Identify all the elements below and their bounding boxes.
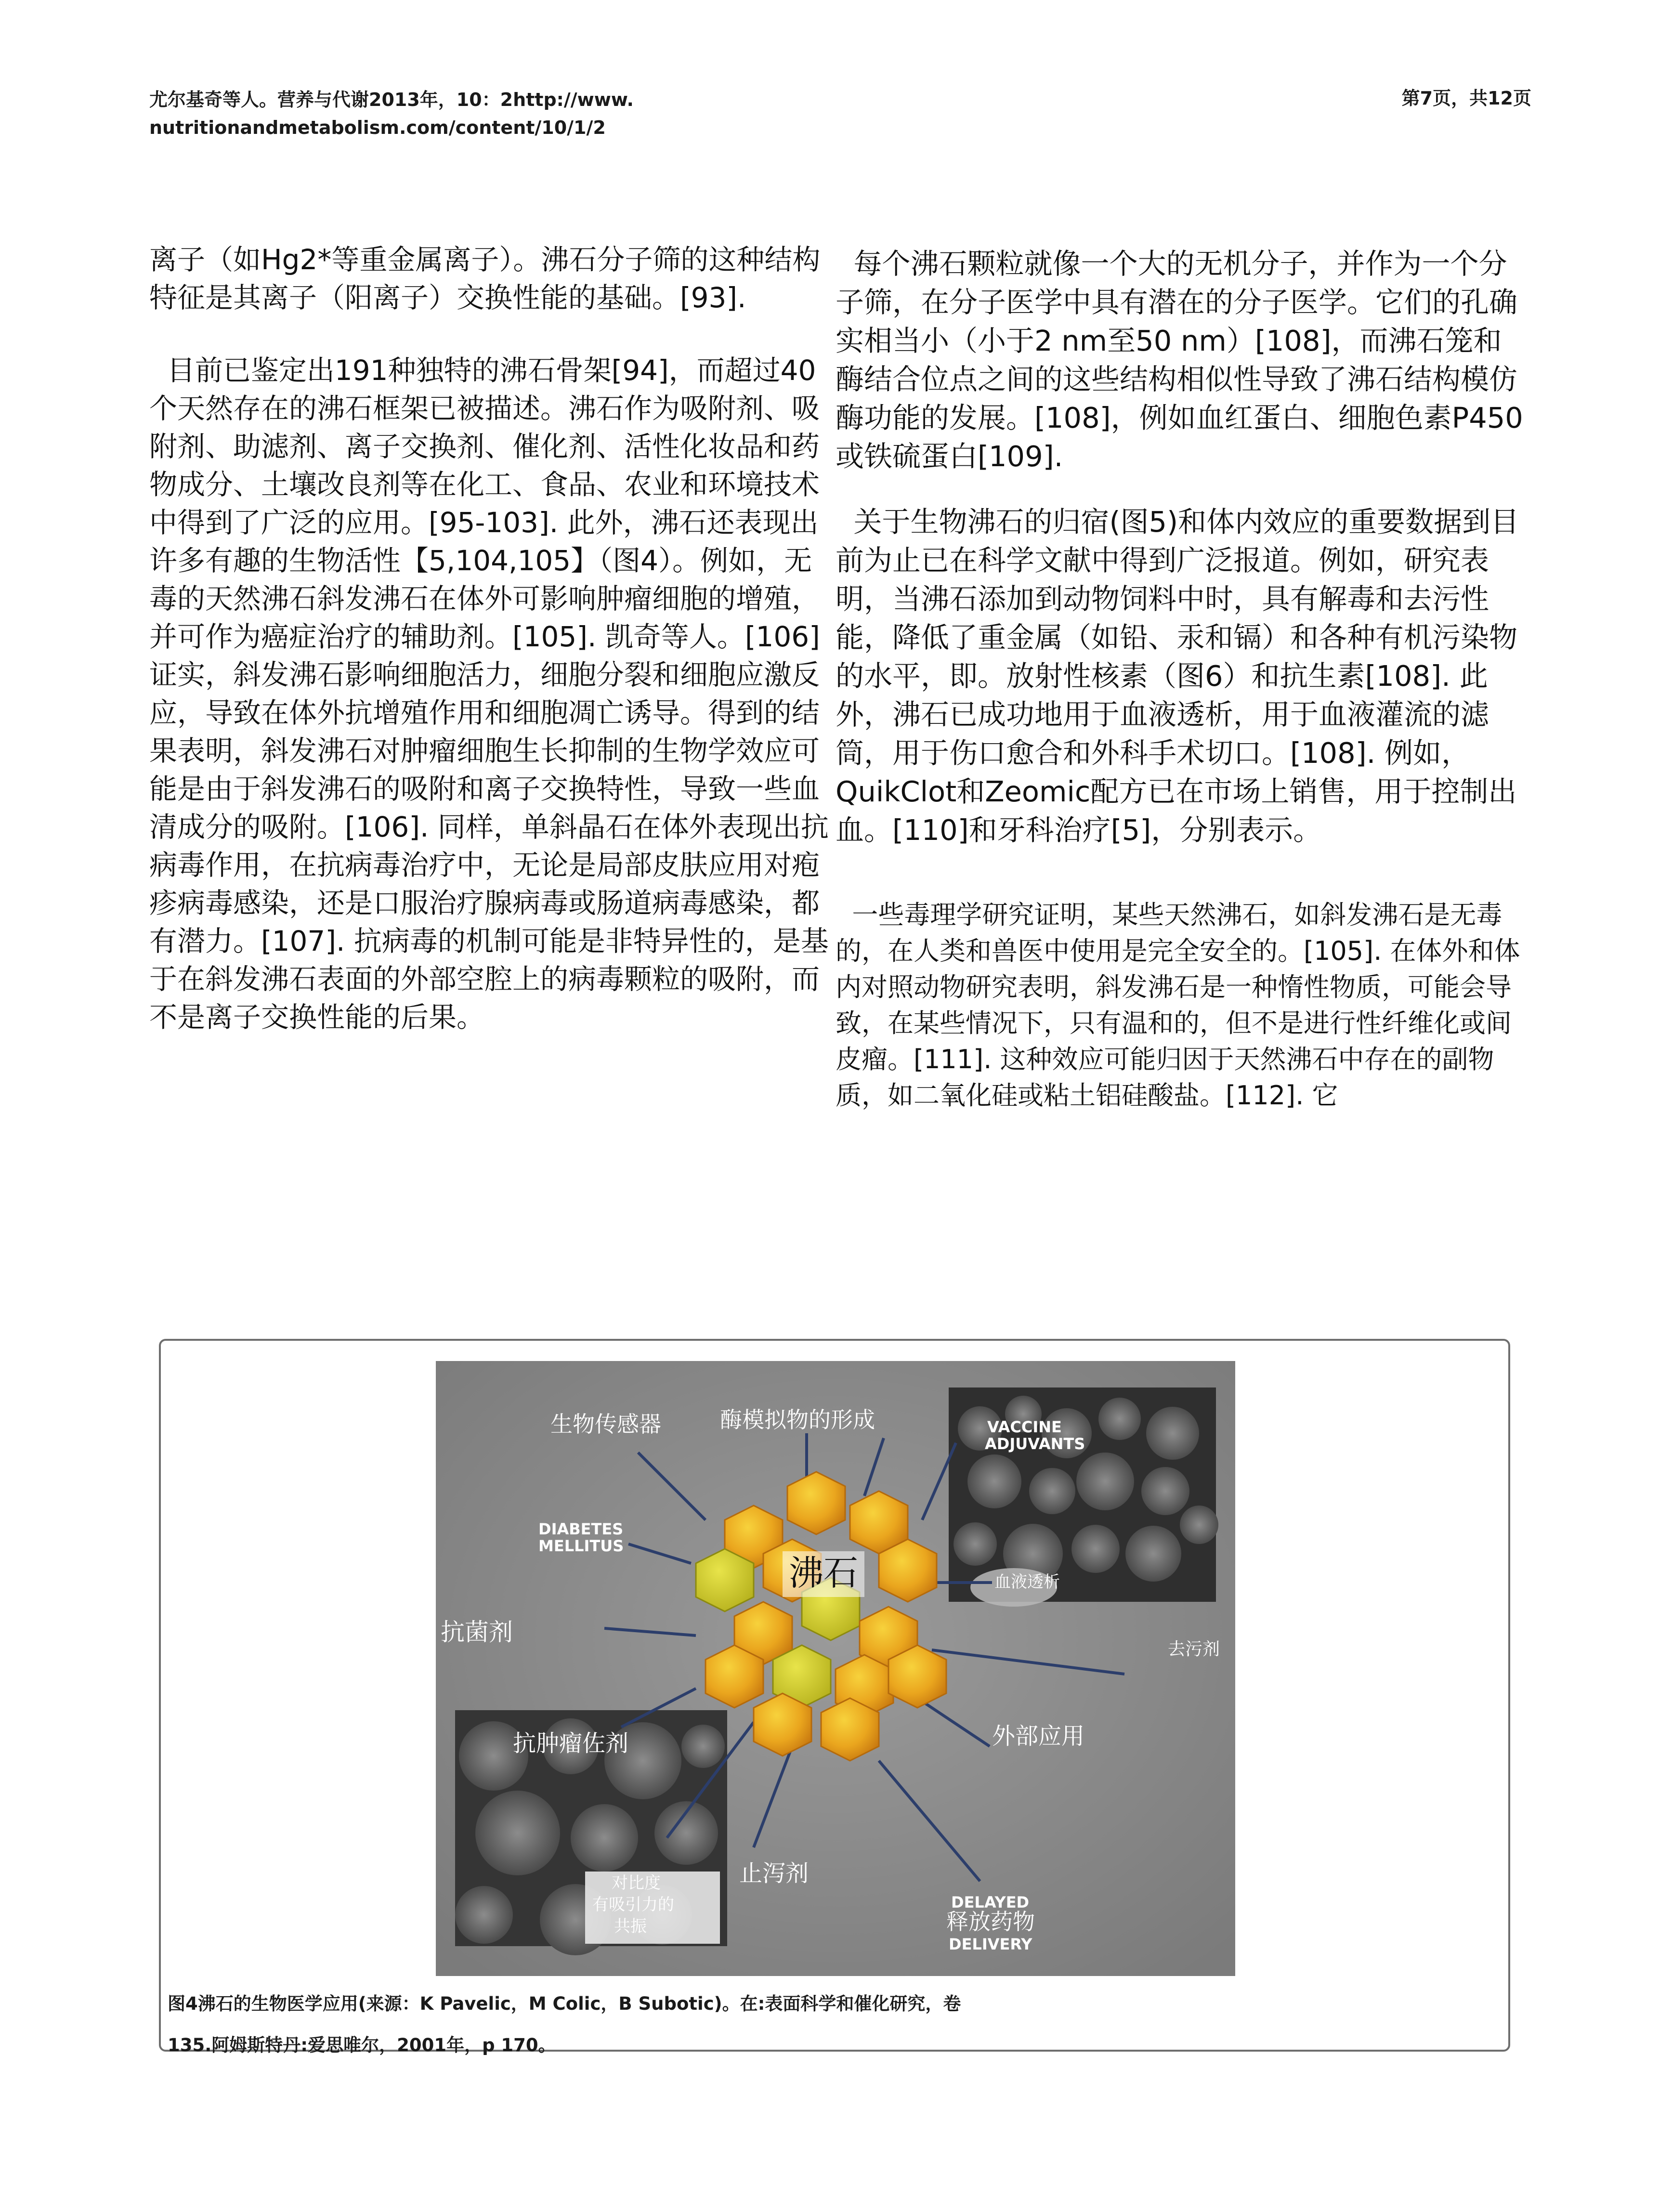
citation-line-2: nutritionandmetabolism.com/content/10/1/2	[149, 117, 606, 138]
label-external: 外部应用	[992, 1723, 1085, 1750]
caption-line-1: 图4沸石的生物医学应用(来源：K Pavelic，M Colic，B Subotic)。在:表面科学和催化研究，卷	[168, 1993, 961, 2014]
label-decontaminant: 去污剂	[1168, 1639, 1220, 1659]
label-contrast-3: 共振	[614, 1917, 647, 1936]
citation-line-1: 尤尔基奇等人。营养与代谢2013年，10：2http://www.	[149, 89, 634, 110]
right-paragraph-1: 每个沸石颗粒就像一个大的无机分子，并作为一个分子筛，在分子医学中具有潜在的分子医学。它们的孔确实相当小（小于2 nm至50 nm）[108]，而沸石笼和酶结合位点之间的这些结构相似性导致了沸石结构模仿酶功能的发展。[108]，例如血红蛋白、细胞色素P450或铁硫蛋白[109].	[836, 247, 1523, 473]
right-paragraph-2: 关于生物沸石的归宿(图5)和体内效应的重要数据到目前为止已在科学文献中得到广泛报道。例如，研究表明，当沸石添加到动物饲料中时，具有解毒和去污性能，降低了重金属（如铅、汞和镉）和各种有机污染物的水平，即。放射性核素（图6）和抗生素[108]. 此外，沸石已成功地用于血液透析，用于血液灌流的滤筒，用于伤口愈合和外科手术切口。[108]. 例如，QuikClot和Zeomic配方已在市场上销售，用于控制出血。[110]和牙科治疗[5]，分别表示。	[836, 505, 1519, 847]
label-biosensor: 生物传感器	[550, 1411, 661, 1437]
label-antidiarrheal: 止泻剂	[739, 1860, 809, 1887]
left-column	[149, 241, 833, 1036]
figure-4-illustration	[436, 1361, 1235, 1976]
label-delayed-1: DELAYED	[951, 1893, 1030, 1911]
right-paragraph-3: 一些毒理学研究证明，某些天然沸石，如斜发沸石是无毒的，在人类和兽医中使用是完全安全的。[105]. 在体外和体内对照动物研究表明，斜发沸石是一种惰性物质，可能会导致，在某些情况下，只有温和的，但不是进行性纤维化或间皮瘤。[111]. 这种效应可能归因于天然沸石中存在的副物质，如二氧化硅或粘土铝硅酸盐。[112]. 它	[836, 900, 1520, 1111]
caption-line-2: 135.阿姆斯特丹:爱思唯尔，2001年，p 170。	[168, 2035, 556, 2055]
right-column	[836, 245, 1529, 1113]
label-antibacterial: 抗菌剂	[441, 1618, 513, 1646]
left-paragraph-2: 目前已鉴定出191种独特的沸石骨架[94]，而超过40个天然存在的沸石框架已被描述。沸石作为吸附剂、吸附剂、助滤剂、离子交换剂、催化剂、活性化妆品和药物成分、土壤改良剂等在化工、食品、农业和环境技术中得到了广泛的应用。[95-103]. 此外，沸石还表现出许多有趣的生物活性【5,104,105】（图4）。例如，无毒的天然沸石斜发沸石在体外可影响肿瘤细胞的增殖，并可作为癌症治疗的辅助剂。[105]. 凯奇等人。[106]证实，斜发沸石影响细胞活力，细胞分裂和细胞应激反应，导致在体外抗增殖作用和细胞凋亡诱导。得到的结果表明，斜发沸石对肿瘤细胞生长抑制的生物学效应可能是由于斜发沸石的吸附和离子交换特性，导致一些血清成分的吸附。[106]. 同样，单斜晶石在体外表现出抗病毒作用，在抗病毒治疗中，无论是局部皮肤应用对疱疹病毒感染，还是口服治疗腺病毒或肠道病毒感染，都有潜力。[107]. 抗病毒的机制可能是非特异性的，是基于在斜发沸石表面的外部空腔上的病毒颗粒的吸附，而不是离子交换性能的后果。	[149, 354, 829, 1034]
label-contrast-1: 对比度	[612, 1873, 661, 1893]
figure-caption	[168, 1983, 1468, 2066]
page-number: 第7页，共12页	[1401, 88, 1531, 109]
label-diabetes-2: MELLITUS	[538, 1537, 624, 1555]
label-enzyme-mimic: 酶模拟物的形成	[720, 1407, 875, 1433]
label-antitumor: 抗肿瘤佐剂	[513, 1730, 629, 1757]
label-delayed-2: 释放药物	[946, 1909, 1035, 1935]
label-diabetes-1: DIABETES	[538, 1520, 624, 1538]
label-vaccine-1: VACCINE	[987, 1418, 1062, 1436]
zeolite-center-label: 沸石	[788, 1553, 859, 1593]
label-hemodialysis: 血液透析	[994, 1572, 1060, 1592]
label-delayed-3: DELIVERY	[949, 1935, 1032, 1953]
label-vaccine-2: ADJUVANTS	[985, 1435, 1085, 1453]
left-paragraph-1: 离子（如Hg2*等重金属离子）。沸石分子筛的这种结构特征是其离子（阳离子）交换性能的基础。[93].	[149, 243, 821, 314]
label-contrast-2: 有吸引力的	[592, 1895, 674, 1914]
citation-header	[149, 86, 708, 142]
